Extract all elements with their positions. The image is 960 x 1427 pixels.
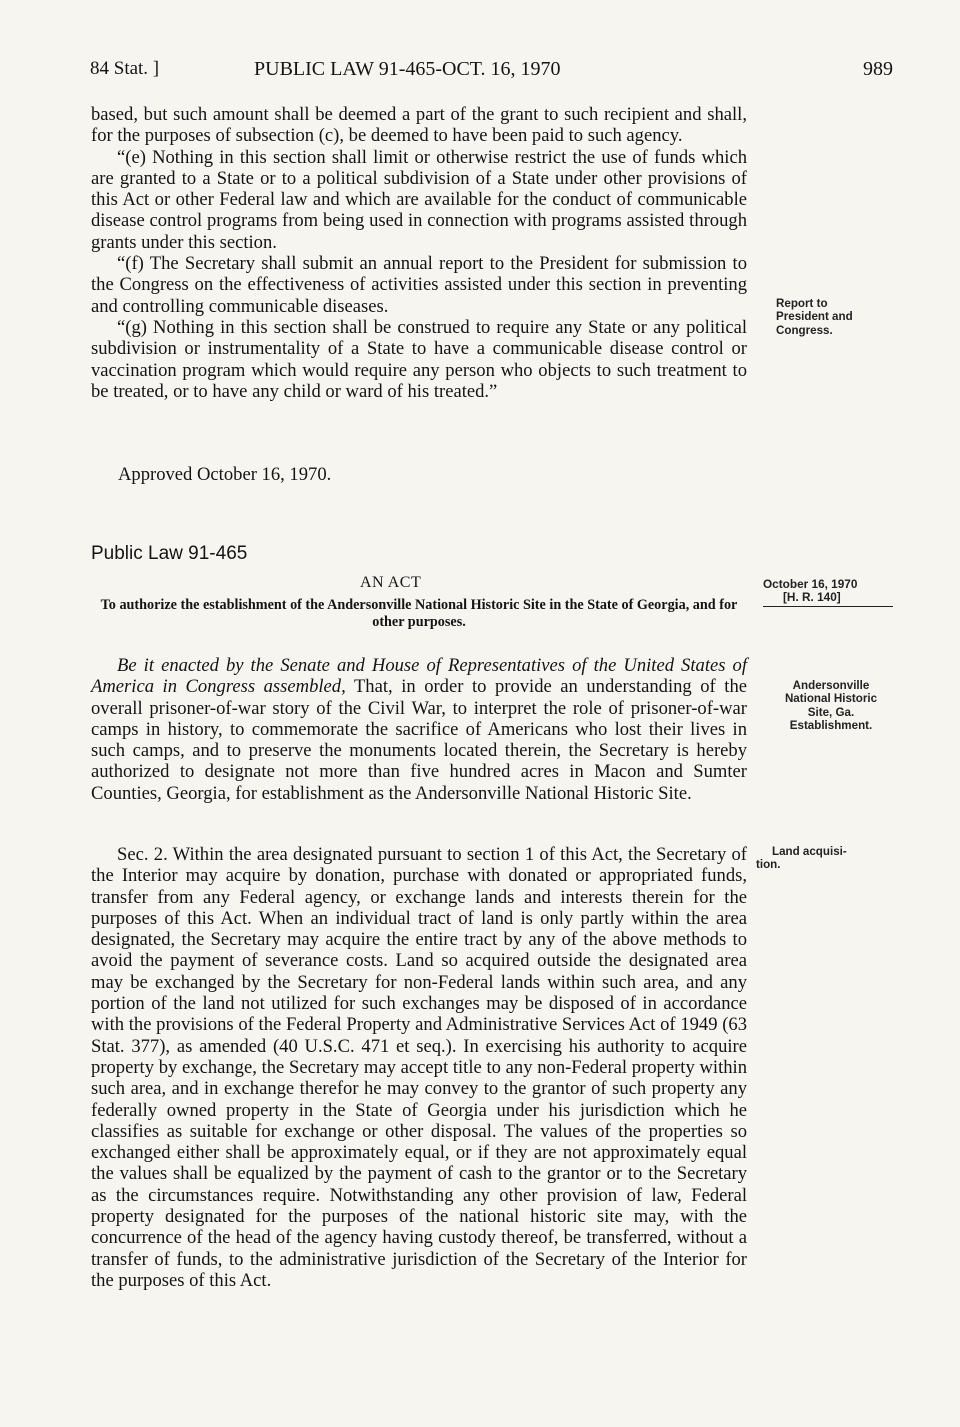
section-2-label: Sec. 2. (117, 844, 168, 865)
public-law-title: Public Law 91-465 (91, 543, 248, 564)
margin-rule (763, 606, 893, 607)
section-1 (91, 655, 747, 804)
continued-paragraph: based, but such amount shall be deemed a part of the grant to such recipient and shall, for the purposes of subsection (c), be deemed to have been paid to such agency. (91, 104, 747, 147)
page-number: 989 (863, 58, 893, 80)
act-purpose: To authorize the establishment of the Andersonville National Historic Site in the State of Georgia, and for other purposes. (100, 597, 738, 630)
subsection-g: “(g) Nothing in this section shall be construed to require any State or any political subdivision or instrumentality of a State to have a communicable disease control or vaccination program which would require any person who objects to such treatment to be treated, or to have any child or ward of his treated.” (91, 316, 747, 402)
section-1-text: That, in order to provide an understanding of the overall prisoner-of-war story of the Civil War, to interpret the role of prisoner-of-war camps in history, to commemorate the sacrifice of Americans who lost their lives in such camps, and to preserve the monuments located therein, the Secretary is hereby authorized to designate not more than five hundred acres in Macon and Sumter Counties, Georgia, for establishment as the Andersonville National Historic Site. (91, 676, 747, 804)
act-heading: AN ACT (360, 574, 422, 591)
enacting-clause: Be it enacted by the Senate and House of Representatives of the United States of America in Congress assembled, (91, 655, 747, 698)
margin-date-line: October 16, 1970 (763, 577, 858, 591)
approval-date: Approved October 16, 1970. (118, 464, 332, 485)
margin-note-date (763, 578, 893, 607)
preceding-act-text (91, 104, 747, 402)
subsection-e: “(e) Nothing in this section shall limit or otherwise restrict the use of funds which are granted to a State or to a political subdivision of a State under other provisions of this Act or other Federal law and which are available for the conduct of communicable disease control programs from being used in connection with programs assisted through grants under this section. (91, 146, 747, 253)
margin-bill-number: [H. R. 140] (783, 590, 841, 605)
section-2 (91, 844, 747, 1291)
margin-note-report: Report to President and Congress. (776, 297, 853, 337)
subsection-f: “(f) The Secretary shall submit an annual report to the President for submission to the Congress on the effectiveness of activities assisted under this section in preventing and controlling communicable diseases. (91, 253, 747, 317)
header-volume: 84 Stat. ] (90, 58, 160, 79)
section-2-text: Within the area designated pursuant to section 1 of this Act, the Secretary of the Interior may acquire by donation, purchase with donated or appropriated funds, transfer from any Federal agency, or exchange lands and interests therein for the purposes of this Act. When an individual tract of land is only partly within the area designated, the Secretary may acquire the entire tract by any of the above methods to avoid the payment of severance costs. Land so acquired outside the designated area may be exchanged by the Secretary for non-Federal lands within such area, and any portion of the land not utilized for such exchanges may be disposed of in accordance with the provisions of the Federal Property and Administrative Services Act of 1949 (63 Stat. 377), as amended (40 U.S.C. 471 et seq.). In exercising his authority to acquire property by exchange, the Secretary may accept title to any non-Federal property within such area, and in exchange therefor he may convey to the grantor of such property any federally owned property in the State of Georgia under his jurisdiction which he classifies as suitable for exchange or other disposal. The values of the properties so exchanged either shall be approximately equal, or if they are not approximately equal the values shall be equalized by the payment of cash to the grantor or to the Secretary as the circumstances require. Notwithstanding any other provision of law, Federal property designated for the purposes of the national historic site may, with the concurrence of the head of the agency having custody thereof, be transferred, without a transfer of funds, to the administrative jurisdiction of the Secretary of the Interior for the purposes of this Act. (91, 844, 748, 1291)
margin-note-land: Land acquisi- tion. (756, 845, 847, 872)
margin-note-site: Andersonville National Historic Site, Ga. Establishment. (784, 679, 878, 733)
header-title: PUBLIC LAW 91-465-OCT. 16, 1970 (254, 58, 561, 80)
